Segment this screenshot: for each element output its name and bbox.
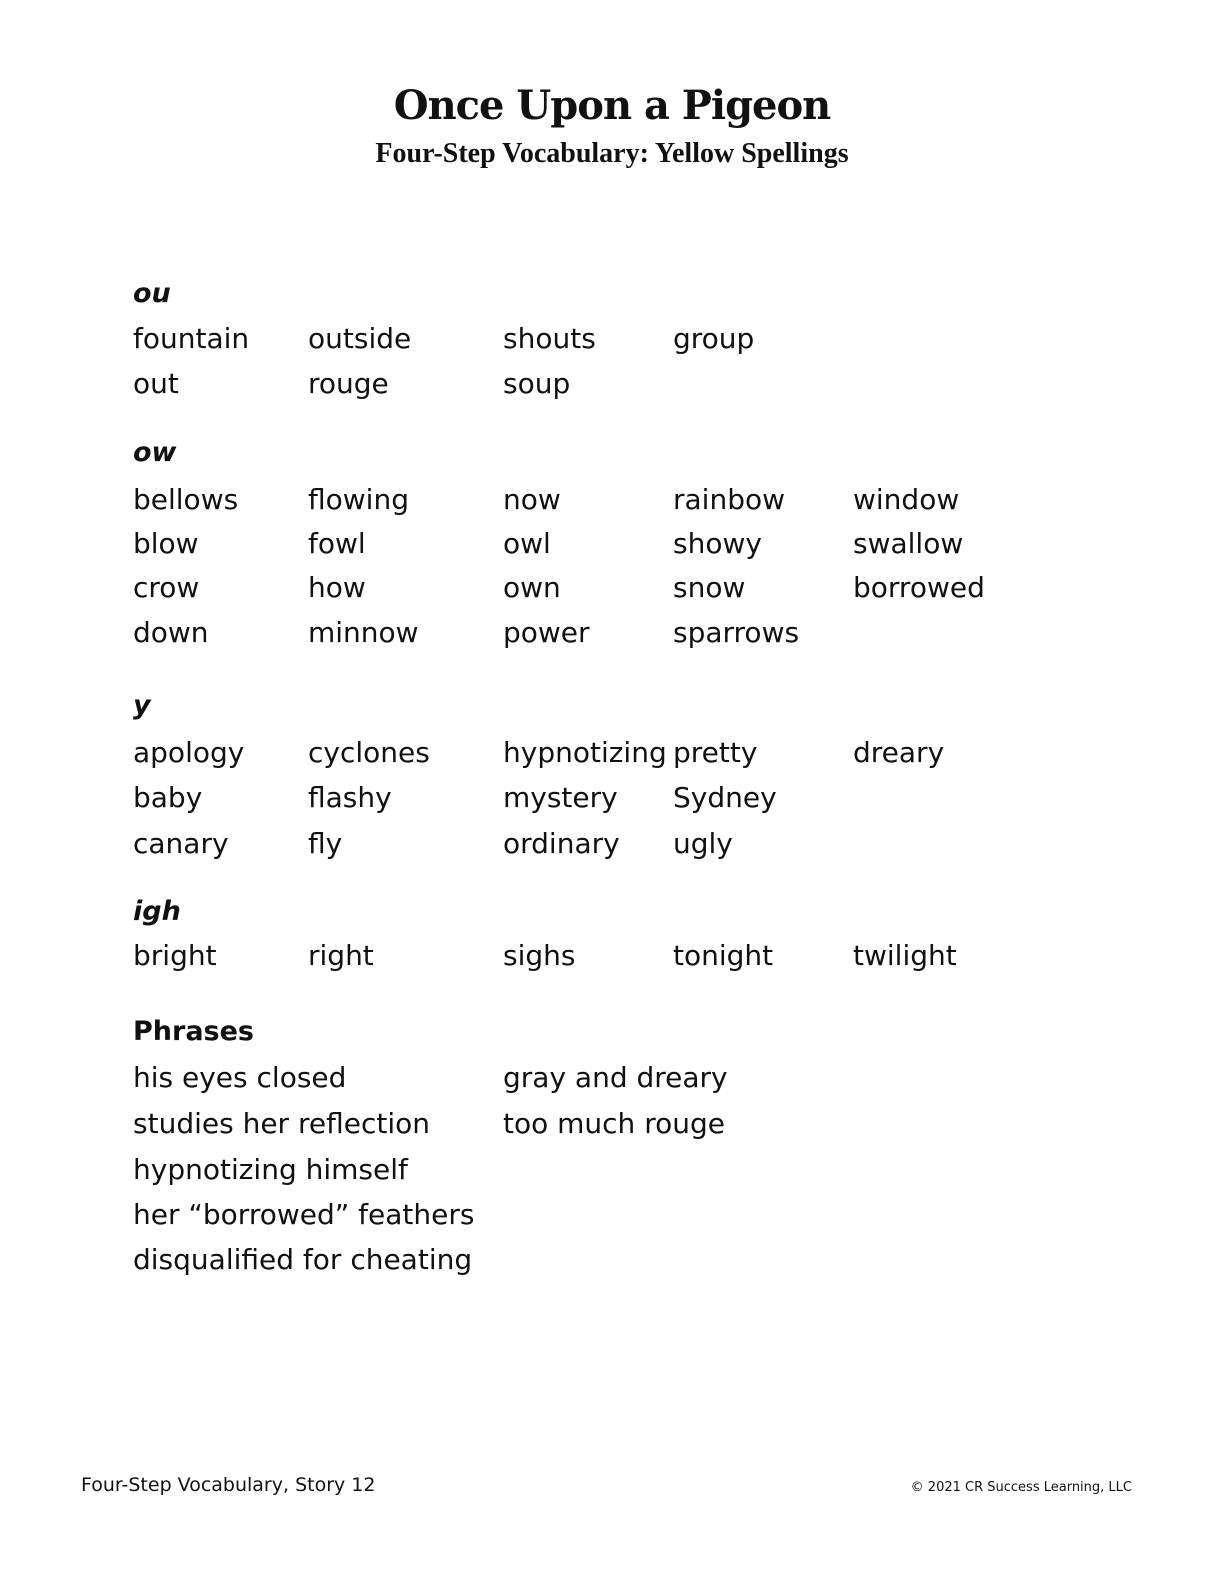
- section-heading-ou: ou: [133, 278, 171, 309]
- word-cell: how: [308, 571, 366, 604]
- word-cell: canary: [133, 827, 229, 860]
- section-heading-y: y: [133, 690, 151, 721]
- phrase-item: gray and dreary: [503, 1061, 728, 1094]
- word-cell: rouge: [308, 367, 389, 400]
- word-cell: power: [503, 616, 590, 649]
- word-cell: crow: [133, 571, 200, 604]
- section-heading-igh: igh: [133, 896, 181, 927]
- word-cell: mystery: [503, 781, 618, 814]
- word-cell: hypnotizing: [503, 736, 667, 769]
- word-cell: ordinary: [503, 827, 620, 860]
- page-title: Once Upon a Pigeon: [393, 82, 831, 129]
- word-cell: dreary: [853, 736, 945, 769]
- word-cell: down: [133, 616, 209, 649]
- word-cell: swallow: [853, 527, 964, 560]
- word-cell: snow: [673, 571, 746, 604]
- word-cell: rainbow: [673, 483, 785, 516]
- word-cell: fly: [308, 827, 343, 860]
- word-cell: cyclones: [308, 736, 430, 769]
- footer-copyright: © 2021 CR Success Learning, LLC: [910, 1480, 1132, 1495]
- phrase-item: too much rouge: [503, 1107, 725, 1140]
- page-subtitle: Four-Step Vocabulary: Yellow Spellings: [375, 138, 849, 169]
- word-cell: bright: [133, 939, 217, 972]
- word-cell: fowl: [308, 527, 366, 560]
- word-cell: soup: [503, 367, 571, 400]
- word-cell: borrowed: [853, 571, 985, 604]
- word-cell: tonight: [673, 939, 774, 972]
- phrase-item: studies her reflection: [133, 1107, 430, 1140]
- word-cell: now: [503, 483, 561, 516]
- section-heading-ow: ow: [133, 437, 177, 468]
- word-cell: sighs: [503, 939, 576, 972]
- word-cell: fountain: [133, 322, 250, 355]
- section-heading-phrases: Phrases: [133, 1016, 254, 1047]
- word-cell: twilight: [853, 939, 957, 972]
- word-cell: sparrows: [673, 616, 800, 649]
- word-cell: bellows: [133, 483, 239, 516]
- phrase-item: her “borrowed” feathers: [133, 1198, 475, 1231]
- word-cell: blow: [133, 527, 199, 560]
- word-cell: flashy: [308, 781, 392, 814]
- word-cell: out: [133, 367, 179, 400]
- word-cell: showy: [673, 527, 762, 560]
- footer-story-label: Four-Step Vocabulary, Story 12: [81, 1474, 376, 1496]
- word-cell: group: [673, 322, 755, 355]
- word-cell: window: [853, 483, 960, 516]
- word-cell: Sydney: [673, 781, 777, 814]
- phrase-item: hypnotizing himself: [133, 1153, 408, 1186]
- word-cell: apology: [133, 736, 245, 769]
- word-cell: pretty: [673, 736, 758, 769]
- word-cell: right: [308, 939, 374, 972]
- word-cell: flowing: [308, 483, 409, 516]
- phrase-item: disqualified for cheating: [133, 1243, 473, 1276]
- word-cell: outside: [308, 322, 412, 355]
- phrase-item: his eyes closed: [133, 1061, 347, 1094]
- word-cell: shouts: [503, 322, 596, 355]
- word-cell: owl: [503, 527, 551, 560]
- word-cell: minnow: [308, 616, 419, 649]
- word-cell: own: [503, 571, 561, 604]
- word-cell: ugly: [673, 827, 733, 860]
- word-cell: baby: [133, 781, 203, 814]
